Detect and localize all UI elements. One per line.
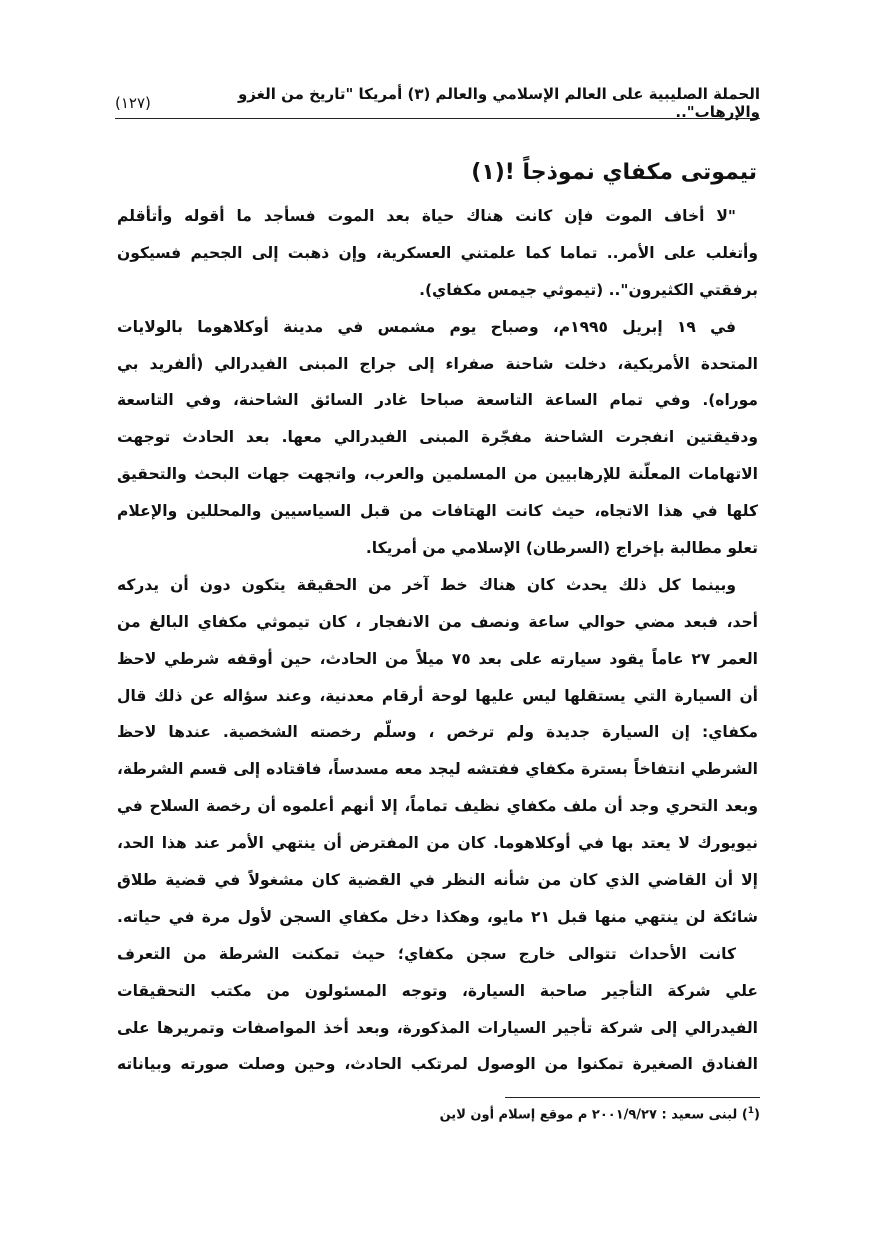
paragraph-line: وأتغلب على الأمر.. تماما كما علمتني العسكرية، وإن ذهبت إلى الجحيم فسيكون	[117, 243, 758, 262]
paragraph-line: تعلو مطالبة بإخراج (السرطان) الإسلامي من أمريكا.	[365, 539, 758, 558]
running-title: الحملة الصليبية على العالم الإسلامي والعالم (٣) أمريكا "تاريخ من الغزو والإرهاب"..	[237, 85, 760, 121]
paragraph-line: العمر ٢٧ عاماً يقود سيارته على بعد ٧٥ ميلاً من الحادث، حين أوقفه شرطي لاحظ	[117, 649, 758, 668]
paragraph-line: الشرطي انتفاخاً بسترة مكفاي ففتشه ليجد معه مسدساً، فاقتاده إلى قسم الشرطة،	[117, 760, 758, 779]
footnote-text: لبنى سعيد : ٢٠٠١/٩/٢٧ م موقع إسلام أون لاين	[439, 1107, 738, 1123]
paragraph-line: أحد، فبعد مضي حوالي ساعة ونصف من الانفجار ، كان تيموثي مكفاي البالغ من	[117, 612, 758, 631]
paragraph-line: الفنادق الصغيرة تمكنوا من الوصول لمرتكب الحادث، وحين وصلت صورته وبياناته	[117, 1055, 758, 1074]
footnote-divider	[505, 1097, 760, 1098]
paragraph-line: شائكة لن ينتهي منها قبل ٢١ مايو، وهكذا دخل مكفاي السجن لأول مرة في حياته.	[117, 907, 758, 926]
footnote: ($^1$) لبنى سعيد : ٢٠٠١/٩/٢٧ م موقع إسلام أون لاين	[439, 1106, 760, 1123]
body-text	[117, 198, 758, 1083]
paragraph-line: "لا أخاف الموت فإن كانت هناك حياة بعد الموت فسأجد ما أقوله وأتأقلم	[117, 207, 736, 225]
paragraph-line: نيويورك لا يعتد بها في أوكلاهوما. كان من المفترض أن ينتهي الأمر عند هذا الحد،	[117, 834, 758, 853]
paragraph-line: الاتهامات المعلّنة للإرهابيين من المسلمين والعرب، واتجهت جهات البحث والتحقيق	[117, 465, 758, 484]
page-number: (١٢٧)	[115, 94, 151, 112]
paragraph-line: مكفاي: إن السيارة جديدة ولم ترخص ، وسلّم رخصته الشخصية. عندها لاحظ	[117, 723, 758, 742]
paragraph-line: في ١٩ إبريل ١٩٩٥م، وصباح يوم مشمس في مدينة أوكلاهوما بالولايات	[117, 317, 736, 336]
paragraph-line: كلها في هذا الاتجاه، حيث كانت الهتافات من قبل السياسيين والمحللين والإعلام	[117, 502, 758, 521]
paragraph-line: الفيدرالي إلى شركة تأجير السيارات المذكورة، وبعد أخذ المواصفات وتمريرها على	[117, 1018, 758, 1037]
paragraph-line: المتحدة الأمريكية، دخلت شاحنة صفراء إلى جراج المبنى الفيدرالي (ألفريد بي	[117, 354, 758, 373]
footnote-marker: 1	[747, 1106, 755, 1116]
section-title: تيموتى مكفاي نموذجاً !(١)	[471, 160, 757, 185]
paragraph-line: وبينما كل ذلك يحدث كان هناك خط آخر من الحقيقة يتكون دون أن يدركه	[117, 575, 736, 594]
paragraph-line: أن السيارة التي يستقلها ليس عليها لوحة أرقام معدنية، وعند سؤاله عن ذلك قال	[117, 686, 758, 705]
running-header	[115, 85, 760, 121]
paragraph-line: ودقيقتين انفجرت الشاحنة مفجّرة المبنى الفيدرالي معها. بعد الحادث توجهت	[117, 428, 758, 447]
paragraph-line: برفقتي الكثيرون".. (تيموثي جيمس مكفاي).	[419, 280, 758, 299]
paragraph-line: علي شركة التأجير صاحبة السيارة، وتوجه المسئولون من مكتب التحقيقات	[117, 981, 758, 1000]
paragraph-line: كانت الأحداث تتوالى خارج سجن مكفاي؛ حيث تمكنت الشرطة من التعرف	[117, 944, 736, 963]
paragraph-line: موراه). وفي تمام الساعة التاسعة صباحا غادر السائق الشاحنة، وفي التاسعة	[117, 391, 758, 410]
paragraph-line: وبعد التحري وجد أن ملف مكفاي نظيف تماماً، إلا أنهم أعلموه أن رخصة السلاح في	[117, 797, 758, 816]
paragraph-line: إلا أن القاضي الذي كان من شأنه النظر في القضية كان مشغولاً في قضية طلاق	[117, 871, 758, 890]
